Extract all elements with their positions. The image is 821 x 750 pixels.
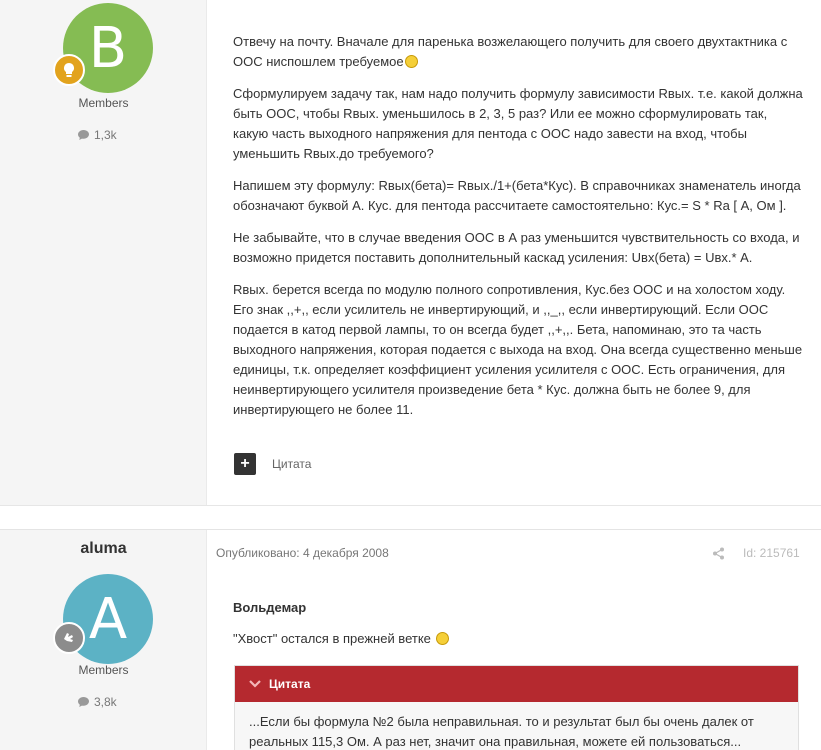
post-count xyxy=(77,695,117,709)
quote-button[interactable]: Цитата xyxy=(272,457,312,471)
quote-text: ...Если бы формула №2 была неправильная. то и результат был бы очень далек от реальных 115,3 Ом. А раз нет, значит она правильная, можете ей пользоваться... xyxy=(249,714,754,749)
quote-title: Цитата xyxy=(269,677,311,691)
chevron-down-icon xyxy=(249,679,261,689)
author-panel xyxy=(0,530,207,750)
post-actions xyxy=(234,453,311,475)
multiquote-plus-button[interactable]: + xyxy=(234,453,256,475)
laugh-emoji-icon xyxy=(436,632,449,645)
post-id[interactable]: Id: 215761 xyxy=(743,546,800,560)
rank-badge-icon xyxy=(53,54,85,86)
post-separator xyxy=(0,505,821,529)
paragraph: Напишем эту формулу: Rвых(бета)= Rвых./1+(бета*Кус). В справочниках знаменатель иногда обозначают буквой А. Кус. для пентода рассчитаете самостоятельно: Кус.= S * Ra [ А, Ом ]. xyxy=(233,178,801,213)
paragraph: Сформулируем задачу так, нам надо получить формулу зависимости Rвых. т.е. какой должна быть ООС, чтобы Rвых. уменьшилось в 2, 3, 5 раз? Или ее можно сформулировать так, какую часть выходного напряжения для пентода с ООС надо завести на вход, чтобы уменьшить Rвых.до требуемого? xyxy=(233,86,803,161)
post-count-value: 1,3k xyxy=(94,128,117,142)
paragraph: Не забывайте, что в случае введения ООС в А раз уменьшится чувствительность со входа, и возможно придется поставить дополнительный каскад усиления: Uвх(бета) = Uвх.* А. xyxy=(233,230,800,265)
avatar[interactable]: A xyxy=(63,574,153,664)
paragraph: Rвых. берется всегда по модулю полного сопротивления, Кус.без ООС и на холостом ходу. Его знак ,,+,, если усилитель не инвертирующий, и ,,_,, если инвертирующий. Если ООС подается в катод первой лампы, то он всегда будет ,,+,,. Бета, напоминаю, это та часть выходного напряжения, которая подается с выхода на вход. Она всегда существенно меньше единицы, т.к. определяет коэффициент усиления усилителя с ООС. Есть ограничения, для неинвертирующего усилителя произведение бета * Кус. должна быть не более 9, для инвертирующего не более 11. xyxy=(233,282,803,417)
post-content xyxy=(233,32,803,432)
quote-block xyxy=(234,665,799,750)
author-panel xyxy=(0,0,207,505)
mention-link[interactable]: Вольдемар xyxy=(233,600,307,615)
comment-icon xyxy=(77,129,90,141)
post-count-value: 3,8k xyxy=(94,695,117,709)
username-link[interactable]: aluma xyxy=(80,540,127,557)
quote-header[interactable] xyxy=(235,666,798,702)
rank-badge-icon xyxy=(53,622,85,654)
member-group: Members xyxy=(78,663,129,677)
post-count xyxy=(77,128,117,142)
grin-emoji-icon xyxy=(405,55,418,68)
post-date[interactable]: Опубликовано: 4 декабря 2008 xyxy=(216,546,389,560)
avatar[interactable]: B xyxy=(63,3,153,93)
reply-text: "Хвост" остался в прежней ветке xyxy=(233,631,449,646)
share-icon[interactable] xyxy=(712,547,725,560)
post-2 xyxy=(0,529,821,750)
member-group: Members xyxy=(78,96,129,110)
comment-icon xyxy=(77,696,90,708)
paragraph: Отвечу на почту. Вначале для паренька возжелающего получить для своего двухтактника с ООС ниспошлем требуемое xyxy=(233,34,788,69)
